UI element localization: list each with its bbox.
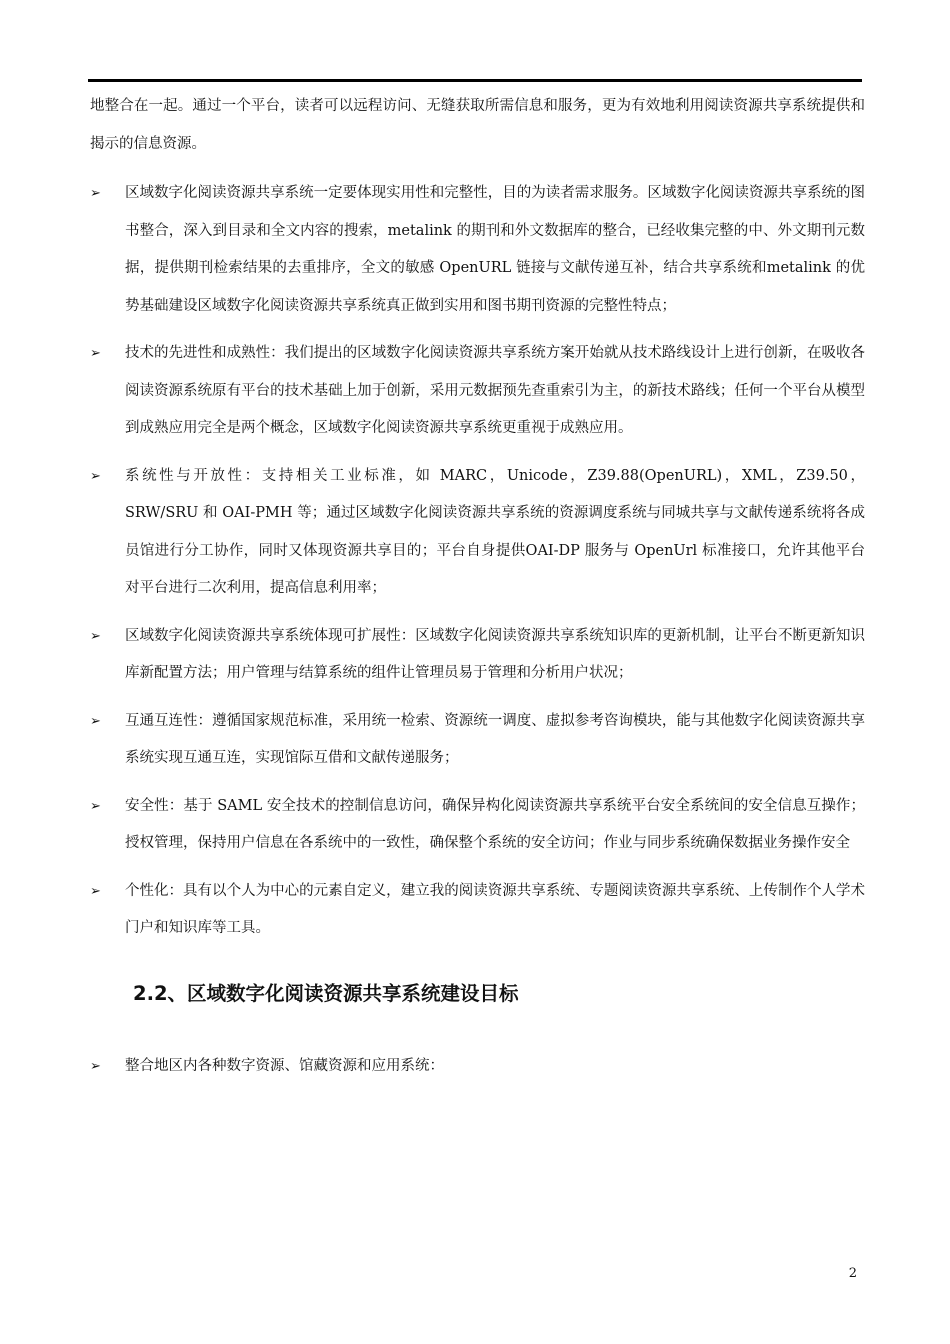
- list-item-text: 个性化：具有以个人为中心的元素自定义，建立我的阅读资源共享系统、专题阅读资源共享系统、上传制作个人学术门户和知识库等工具。: [125, 882, 865, 936]
- arrow-bullet-icon: ➢: [90, 713, 101, 729]
- list-item: [90, 703, 865, 778]
- list-item: [90, 873, 865, 948]
- arrow-bullet-icon: ➢: [90, 346, 101, 361]
- document-body: [90, 88, 865, 1085]
- list-item: [90, 335, 865, 448]
- arrow-bullet-icon: ➢: [90, 798, 101, 814]
- section-heading: 2.2、区域数字化阅读资源共享系统建设目标: [133, 981, 519, 1005]
- list-item-text: 安全性：基于 SAML 安全技术的控制信息访问，确保异构化阅读资源共享系统平台安全系统间的安全信息互操作；授权管理，保持用户信息在各系统中的一致性，确保整个系统的安全访问；作业与同步系统确保数据业务操作安全: [125, 797, 865, 851]
- list-item-text: 区域数字化阅读资源共享系统体现可扩展性：区域数字化阅读资源共享系统知识库的更新机制，让平台不断更新知识库新配置方法；用户管理与结算系统的组件让管理员易于管理和分析用户状况；: [125, 627, 865, 681]
- list-item-text: 整合地区内各种数字资源、馆藏资源和应用系统：: [125, 1057, 444, 1074]
- list-item: [90, 788, 865, 863]
- arrow-bullet-icon: ➢: [90, 468, 101, 484]
- list-item-text: 互通互连性：遵循国家规范标准，采用统一检索、资源统一调度、虚拟参考咨询模块，能与其他数字化阅读资源共享系统实现互通互连，实现馆际互借和文献传递服务；: [125, 712, 865, 766]
- list-item-text: 区域数字化阅读资源共享系统一定要体现实用性和完整性，目的为读者需求服务。区域数字化阅读资源共享系统的图书整合，深入到目录和全文内容的搜索，metalink 的期刊和外文数据库的整合，已经收集完整的中、外文期刊元数据，提供期刊检索结果的去重排序，全文的敏感 OpenURL 链接与文献传递互补，结合共享系统和metalink 的优势基础建设区域数字化阅读资源共享系统真正做到实用和图书期刊资源的完整性特点；: [125, 185, 865, 314]
- list-item-text: 系统性与开放性：支持相关工业标准，如 MARC，Unicode，Z39.88(OpenURL)，XML，Z39.50，SRW/SRU 和 OAI-PMH 等；通过区域数字化阅读资源共享系统的资源调度系统与同城共享与文献传递系统将各成员馆进行分工协作，同时又体现资源共享目的；平台自身提供OAI-DP 服务与 OpenUrl 标准接口，允许其他平台对平台进行二次利用，提高信息利用率；: [125, 467, 865, 596]
- list-item: [90, 458, 865, 608]
- list-item: [90, 1048, 865, 1086]
- arrow-bullet-icon: ➢: [90, 883, 101, 899]
- header-rule: [88, 79, 862, 82]
- list-item-text: 技术的先进性和成熟性：我们提出的区域数字化阅读资源共享系统方案开始就从技术路线设计上进行创新，在吸收各阅读资源系统原有平台的技术基础上加于创新，采用元数据预先查重索引为主，的新技术路线；任何一个平台从模型到成熟应用完全是两个概念，区域数字化阅读资源共享系统更重视于成熟应用。: [125, 345, 865, 436]
- arrow-bullet-icon: ➢: [90, 628, 101, 644]
- arrow-bullet-icon: ➢: [90, 186, 101, 201]
- list-item: [90, 618, 865, 693]
- page-number: 2: [848, 1266, 857, 1281]
- list-item: [90, 175, 865, 325]
- arrow-bullet-icon: ➢: [90, 1058, 101, 1074]
- intro-paragraph: 地整合在一起。通过一个平台，读者可以远程访问、无缝获取所需信息和服务，更为有效地利用阅读资源共享系统提供和揭示的信息资源。: [90, 98, 865, 152]
